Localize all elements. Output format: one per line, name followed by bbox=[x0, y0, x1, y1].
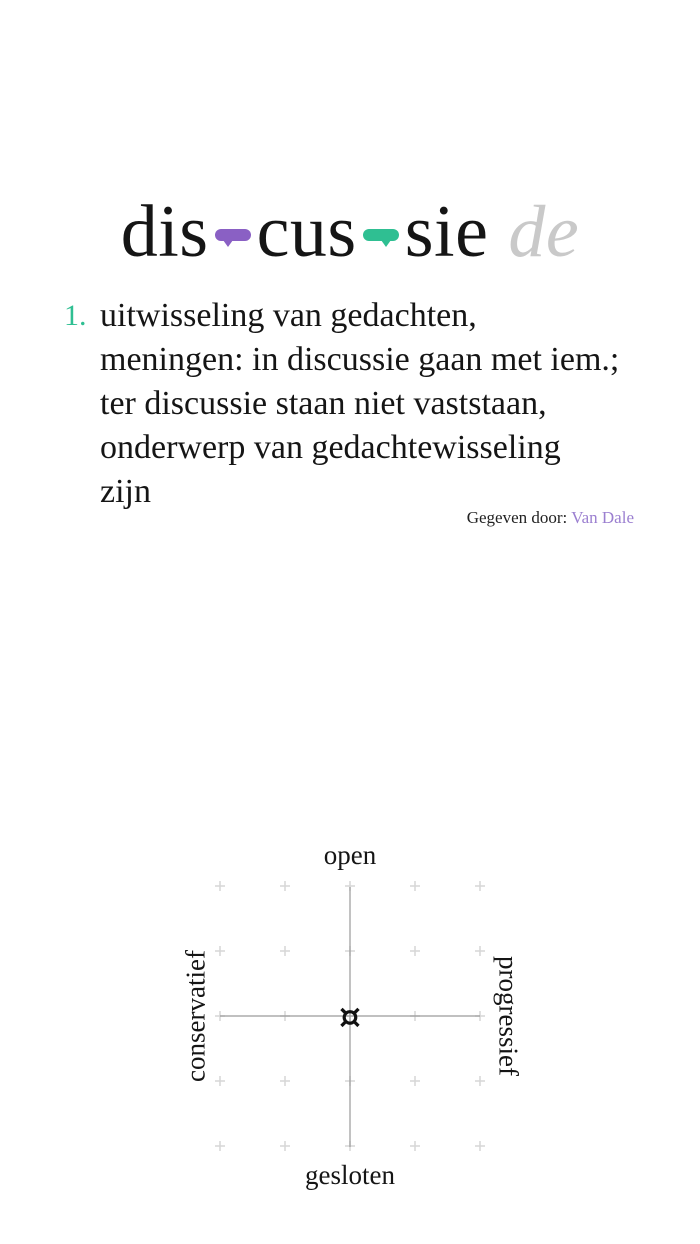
grid-plus-mark bbox=[215, 881, 225, 891]
definition-text: uitwisseling van gedachten, meningen: in discussie gaan met iem.; ter discussie staan niet vaststaan, onderwerp van gedachtewisseling zijn bbox=[100, 297, 620, 510]
grid-plus-mark bbox=[475, 881, 485, 891]
grid-plus-mark bbox=[215, 946, 225, 956]
grid-plus-mark bbox=[280, 881, 290, 891]
grid-plus-mark bbox=[215, 1141, 225, 1151]
position-marker-icon: ¤ bbox=[339, 997, 361, 1037]
grid-plus-mark bbox=[410, 881, 420, 891]
grid-plus-mark bbox=[280, 1141, 290, 1151]
syllable-1: dis bbox=[120, 191, 209, 273]
compass-label-bottom: gesloten bbox=[305, 1160, 395, 1190]
grid-plus-mark bbox=[410, 946, 420, 956]
compass-label-left: conservatief bbox=[180, 950, 211, 1082]
compass-label-top: open bbox=[323, 840, 377, 870]
grid-plus-mark bbox=[475, 1141, 485, 1151]
credit-prefix: Gegeven door: bbox=[466, 508, 568, 527]
grid-plus-mark bbox=[410, 1141, 420, 1151]
syllable-2: cus bbox=[256, 191, 357, 273]
grid-plus-mark bbox=[280, 1076, 290, 1086]
grid-plus-mark bbox=[475, 946, 485, 956]
grid-plus-mark bbox=[215, 1076, 225, 1086]
definition-number: 1. bbox=[64, 299, 87, 332]
syllable-3: sie bbox=[404, 191, 489, 273]
article: de bbox=[508, 191, 580, 273]
compass-label-right: progressief bbox=[493, 956, 524, 1076]
grid-plus-mark bbox=[475, 1076, 485, 1086]
credit-source-link[interactable]: Van Dale bbox=[571, 508, 634, 527]
grid-plus-mark bbox=[410, 1076, 420, 1086]
grid-plus-mark bbox=[280, 946, 290, 956]
